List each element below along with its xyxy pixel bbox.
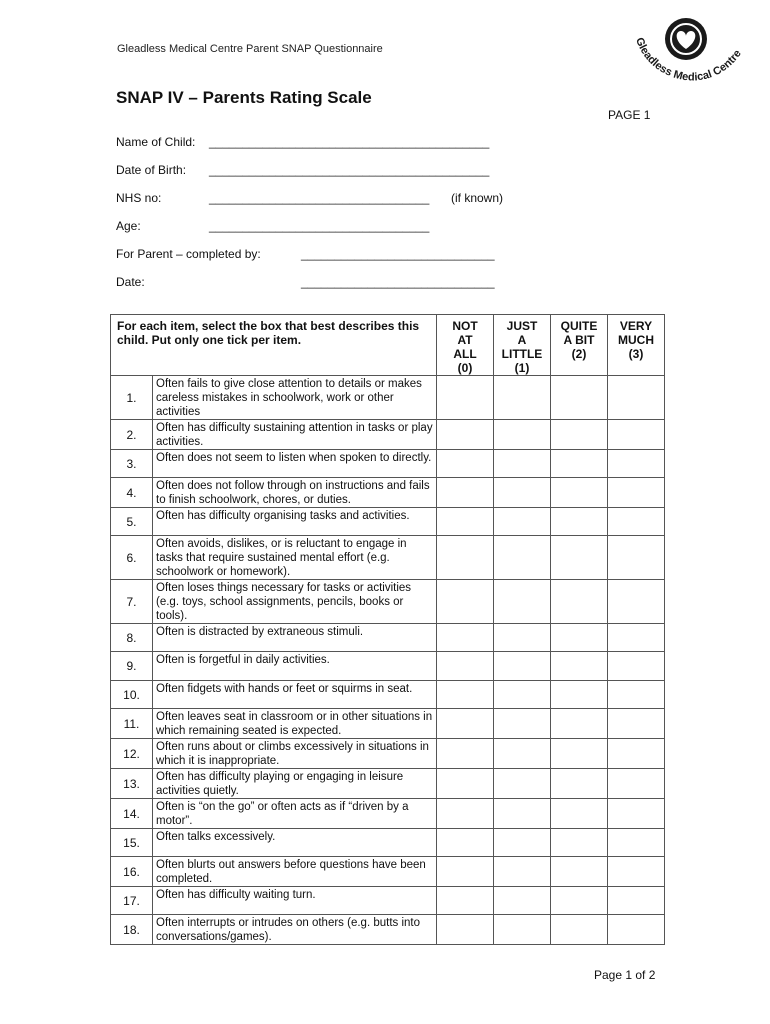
tick-box-not-at-all[interactable] [437, 681, 494, 709]
tick-box-very-much[interactable] [608, 536, 665, 580]
item-text: Often is distracted by extraneous stimuli. [153, 624, 437, 652]
completed-by-label: For Parent – completed by: [116, 247, 261, 261]
gleadless-logo [626, 13, 744, 91]
tick-box-quite-a-bit[interactable] [551, 376, 608, 420]
tick-box-just-a-little[interactable] [494, 508, 551, 536]
tick-box-very-much[interactable] [608, 624, 665, 652]
tick-box-not-at-all[interactable] [437, 739, 494, 769]
item-row [111, 420, 665, 450]
tick-box-not-at-all[interactable] [437, 915, 494, 945]
tick-box-not-at-all[interactable] [437, 829, 494, 857]
tick-box-not-at-all[interactable] [437, 652, 494, 681]
tick-box-quite-a-bit[interactable] [551, 420, 608, 450]
tick-box-very-much[interactable] [608, 709, 665, 739]
item-row [111, 624, 665, 652]
tick-box-quite-a-bit[interactable] [551, 580, 608, 624]
item-text: Often loses things necessary for tasks or activities (e.g. toys, school assignments, pencils, books or tools). [153, 580, 437, 624]
item-text: Often fidgets with hands or feet or squirms in seat. [153, 681, 437, 709]
tick-box-very-much[interactable] [608, 508, 665, 536]
item-number: 4. [111, 478, 153, 508]
item-number: 5. [111, 508, 153, 536]
tick-box-very-much[interactable] [608, 857, 665, 887]
item-number: 7. [111, 580, 153, 624]
tick-box-not-at-all[interactable] [437, 536, 494, 580]
item-number: 2. [111, 420, 153, 450]
tick-box-quite-a-bit[interactable] [551, 887, 608, 915]
item-number: 16. [111, 857, 153, 887]
tick-box-not-at-all[interactable] [437, 376, 494, 420]
tick-box-quite-a-bit[interactable] [551, 799, 608, 829]
child-name-label: Name of Child: [116, 135, 196, 149]
item-row [111, 580, 665, 624]
table-header-row [111, 315, 665, 376]
item-text: Often interrupts or intrudes on others (e.g. butts into conversations/games). [153, 915, 437, 945]
item-row [111, 709, 665, 739]
tick-box-not-at-all[interactable] [437, 887, 494, 915]
item-number: 18. [111, 915, 153, 945]
tick-box-just-a-little[interactable] [494, 580, 551, 624]
item-text: Often has difficulty organising tasks and activities. [153, 508, 437, 536]
item-number: 13. [111, 769, 153, 799]
date-label: Date: [116, 275, 145, 289]
item-text: Often avoids, dislikes, or is reluctant to engage in tasks that require sustained mental effort (e.g. schoolwork or homework). [153, 536, 437, 580]
item-number: 12. [111, 739, 153, 769]
item-row [111, 376, 665, 420]
col-very-much: VERY MUCH (3) [608, 315, 665, 376]
nhs-field[interactable]: _________________________________ [209, 191, 430, 205]
tick-box-just-a-little[interactable] [494, 799, 551, 829]
item-text: Often is “on the go” or often acts as if “driven by a motor”. [153, 799, 437, 829]
footer-page-number: Page 1 of 2 [594, 968, 656, 982]
item-row [111, 652, 665, 681]
tick-box-quite-a-bit[interactable] [551, 478, 608, 508]
tick-box-very-much[interactable] [608, 652, 665, 681]
col-just-a-little: JUST A LITTLE (1) [494, 315, 551, 376]
tick-box-quite-a-bit[interactable] [551, 508, 608, 536]
tick-box-just-a-little[interactable] [494, 769, 551, 799]
tick-box-very-much[interactable] [608, 739, 665, 769]
tick-box-quite-a-bit[interactable] [551, 829, 608, 857]
tick-box-not-at-all[interactable] [437, 580, 494, 624]
tick-box-not-at-all[interactable] [437, 799, 494, 829]
logo-text: Gleadless Medical Centre [633, 35, 744, 84]
date-field[interactable]: _____________________________ [301, 275, 495, 289]
tick-box-just-a-little[interactable] [494, 739, 551, 769]
dob-label: Date of Birth: [116, 163, 187, 177]
tick-box-just-a-little[interactable] [494, 376, 551, 420]
item-row [111, 536, 665, 580]
tick-box-just-a-little[interactable] [494, 652, 551, 681]
tick-box-very-much[interactable] [608, 580, 665, 624]
item-number: 9. [111, 652, 153, 681]
tick-box-very-much[interactable] [608, 376, 665, 420]
item-row [111, 769, 665, 799]
completed-by-field[interactable]: _____________________________ [301, 247, 495, 261]
nhs-label: NHS no: [116, 191, 162, 205]
tick-box-quite-a-bit[interactable] [551, 536, 608, 580]
tick-box-very-much[interactable] [608, 887, 665, 915]
item-text: Often is forgetful in daily activities. [153, 652, 437, 681]
tick-box-quite-a-bit[interactable] [551, 681, 608, 709]
age-field[interactable]: _________________________________ [209, 219, 430, 233]
tick-box-just-a-little[interactable] [494, 857, 551, 887]
tick-box-quite-a-bit[interactable] [551, 709, 608, 739]
item-number: 10. [111, 681, 153, 709]
item-number: 15. [111, 829, 153, 857]
item-row [111, 857, 665, 887]
item-text: Often leaves seat in classroom or in other situations in which remaining seated is expected. [153, 709, 437, 739]
page-title: SNAP IV – Parents Rating Scale [116, 88, 372, 107]
tick-box-just-a-little[interactable] [494, 420, 551, 450]
tick-box-very-much[interactable] [608, 829, 665, 857]
tick-box-quite-a-bit[interactable] [551, 652, 608, 681]
tick-box-not-at-all[interactable] [437, 624, 494, 652]
col-not-at-all: NOT AT ALL (0) [437, 315, 494, 376]
tick-box-not-at-all[interactable] [437, 857, 494, 887]
item-number: 3. [111, 450, 153, 478]
item-row [111, 829, 665, 857]
col-quite-a-bit: QUITE A BIT (2) [551, 315, 608, 376]
item-row [111, 739, 665, 769]
item-number: 11. [111, 709, 153, 739]
tick-box-just-a-little[interactable] [494, 887, 551, 915]
tick-box-not-at-all[interactable] [437, 709, 494, 739]
item-row [111, 478, 665, 508]
tick-box-very-much[interactable] [608, 915, 665, 945]
age-label: Age: [116, 219, 141, 233]
item-row [111, 799, 665, 829]
item-number: 1. [111, 376, 153, 420]
item-text: Often fails to give close attention to details or makes careless mistakes in schoolwork, work or other activities [153, 376, 437, 420]
tick-box-quite-a-bit[interactable] [551, 450, 608, 478]
tick-box-just-a-little[interactable] [494, 478, 551, 508]
page-number-label: PAGE 1 [608, 108, 651, 122]
tick-box-just-a-little[interactable] [494, 624, 551, 652]
tick-box-very-much[interactable] [608, 420, 665, 450]
tick-box-just-a-little[interactable] [494, 536, 551, 580]
item-text: Often talks excessively. [153, 829, 437, 857]
tick-box-very-much[interactable] [608, 681, 665, 709]
tick-box-just-a-little[interactable] [494, 915, 551, 945]
item-text: Often has difficulty playing or engaging in leisure activities quietly. [153, 769, 437, 799]
tick-box-not-at-all[interactable] [437, 450, 494, 478]
item-text: Often does not seem to listen when spoken to directly. [153, 450, 437, 478]
dob-field[interactable]: __________________________________________ [209, 163, 490, 177]
rating-table [110, 314, 665, 945]
tick-box-not-at-all[interactable] [437, 769, 494, 799]
tick-box-quite-a-bit[interactable] [551, 915, 608, 945]
item-row [111, 508, 665, 536]
item-text: Often blurts out answers before questions have been completed. [153, 857, 437, 887]
instruction-header: For each item, select the box that best describes this child. Put only one tick per item. [111, 315, 437, 376]
item-row [111, 887, 665, 915]
tick-box-very-much[interactable] [608, 478, 665, 508]
tick-box-very-much[interactable] [608, 450, 665, 478]
tick-box-just-a-little[interactable] [494, 681, 551, 709]
tick-box-just-a-little[interactable] [494, 829, 551, 857]
tick-box-just-a-little[interactable] [494, 450, 551, 478]
tick-box-very-much[interactable] [608, 769, 665, 799]
tick-box-very-much[interactable] [608, 799, 665, 829]
item-row [111, 450, 665, 478]
child-name-field[interactable]: __________________________________________ [209, 135, 490, 149]
item-row [111, 915, 665, 945]
item-text: Often does not follow through on instructions and fails to finish schoolwork, chores, or duties. [153, 478, 437, 508]
tick-box-quite-a-bit[interactable] [551, 769, 608, 799]
item-number: 17. [111, 887, 153, 915]
tick-box-just-a-little[interactable] [494, 709, 551, 739]
item-row [111, 681, 665, 709]
tick-box-quite-a-bit[interactable] [551, 857, 608, 887]
tick-box-not-at-all[interactable] [437, 420, 494, 450]
item-number: 14. [111, 799, 153, 829]
tick-box-not-at-all[interactable] [437, 478, 494, 508]
tick-box-quite-a-bit[interactable] [551, 739, 608, 769]
running-header: Gleadless Medical Centre Parent SNAP Questionnaire [117, 43, 383, 55]
item-text: Often has difficulty sustaining attention in tasks or play activities. [153, 420, 437, 450]
item-number: 8. [111, 624, 153, 652]
item-text: Often runs about or climbs excessively in situations in which it is inappropriate. [153, 739, 437, 769]
tick-box-not-at-all[interactable] [437, 508, 494, 536]
nhs-suffix: (if known) [451, 191, 504, 205]
tick-box-quite-a-bit[interactable] [551, 624, 608, 652]
item-rows [111, 376, 665, 945]
item-text: Often has difficulty waiting turn. [153, 887, 437, 915]
item-number: 6. [111, 536, 153, 580]
